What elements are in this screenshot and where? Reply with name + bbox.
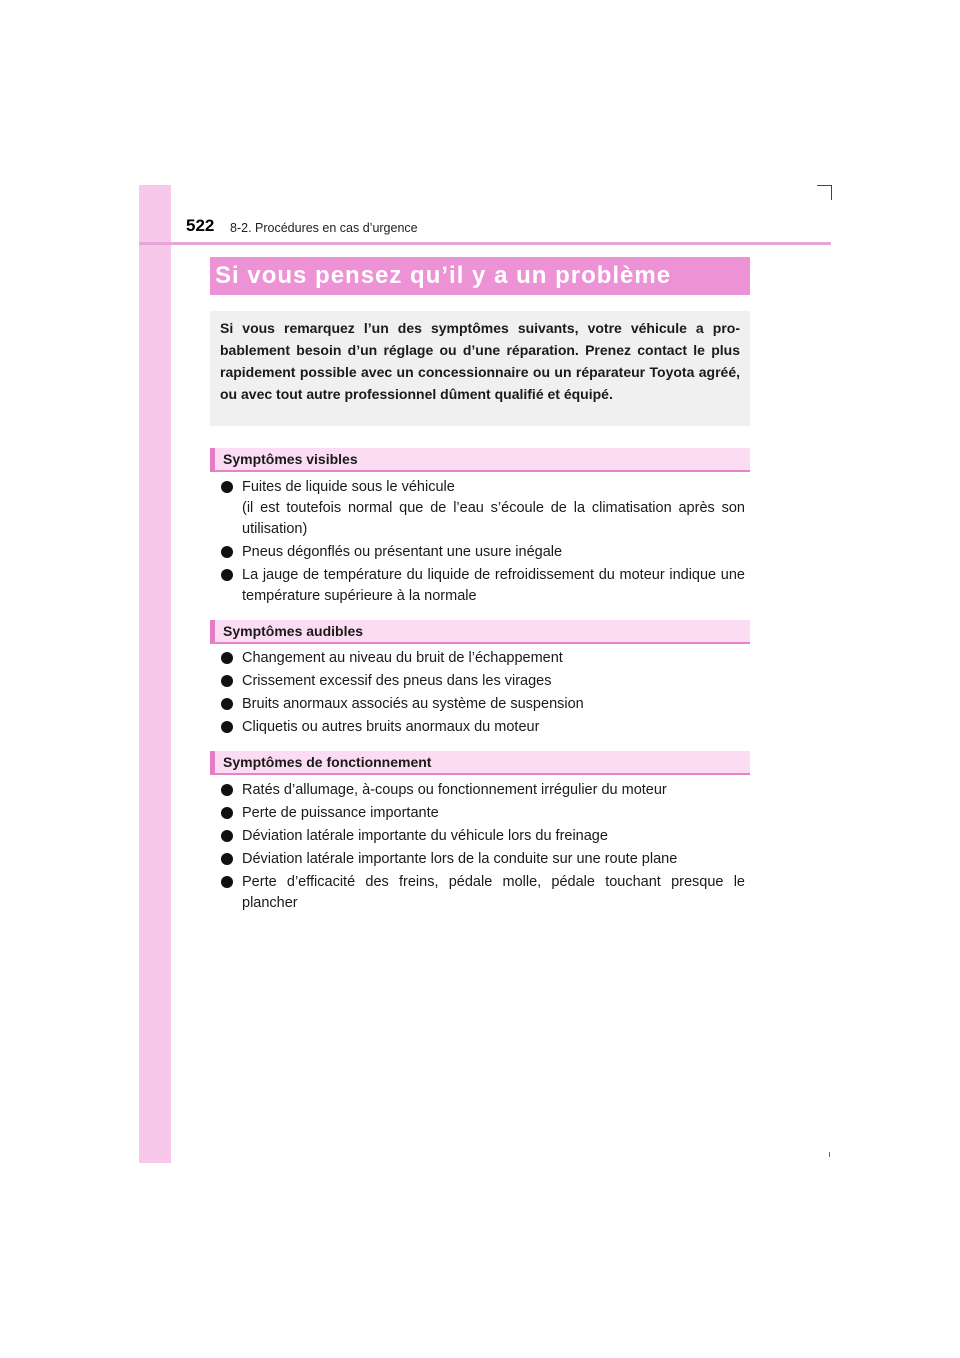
crop-tick	[829, 1152, 830, 1157]
section-heading-label: Symptômes audibles	[223, 623, 364, 639]
list-item	[221, 803, 745, 824]
bullet-icon	[221, 652, 233, 664]
symptom-list-fonctionnement	[221, 780, 745, 916]
list-item-text: Déviation latérale importante lors de la conduite sur une route plane	[242, 851, 678, 867]
page-number: 522	[186, 216, 215, 235]
list-item	[221, 694, 745, 715]
bullet-icon	[221, 721, 233, 733]
symptom-list-visibles	[221, 477, 745, 609]
bullet-icon	[221, 876, 233, 888]
symptom-list-audibles	[221, 648, 745, 740]
list-item	[221, 826, 745, 847]
list-item-note: (il est toutefois normal que de l’eau s’écoule de la climatisation après son utilisation)	[242, 500, 745, 537]
bullet-icon	[221, 807, 233, 819]
list-item	[221, 648, 745, 669]
list-item	[221, 477, 745, 540]
list-item-text: Perte d’efficacité des freins, pédale molle, pédale touchant presque le plancher	[242, 874, 745, 911]
intro-box	[210, 311, 750, 426]
bullet-icon	[221, 546, 233, 558]
list-item-text: Cliquetis ou autres bruits anormaux du moteur	[242, 719, 540, 735]
section-heading-label: Symptômes visibles	[223, 451, 358, 467]
list-item-text: Changement au niveau du bruit de l’échappement	[242, 650, 563, 666]
list-item	[221, 565, 745, 607]
list-item-text: Ratés d’allumage, à-coups ou fonctionnement irrégulier du moteur	[242, 782, 667, 798]
list-item	[221, 542, 745, 563]
list-item-text: Perte de puissance importante	[242, 805, 439, 821]
list-item	[221, 849, 745, 870]
section-heading-label: Symptômes de fonctionnement	[223, 754, 432, 770]
side-tab-band	[139, 185, 171, 1163]
bullet-icon	[221, 830, 233, 842]
section-heading-audibles	[210, 620, 750, 644]
bullet-icon	[221, 569, 233, 581]
list-item	[221, 872, 745, 914]
page-title: Si vous pensez qu’il y a un problème	[215, 262, 672, 289]
list-item-text: La jauge de température du liquide de refroidissement du moteur indique une température supérieure à la normale	[242, 567, 745, 604]
bullet-icon	[221, 675, 233, 687]
list-item	[221, 671, 745, 692]
crop-mark	[817, 185, 832, 200]
list-item	[221, 717, 745, 738]
list-item-text: Pneus dégonflés ou présentant une usure inégale	[242, 544, 563, 560]
bullet-icon	[221, 481, 233, 493]
header-rule	[139, 242, 831, 245]
list-item	[221, 780, 745, 801]
intro-text: Si vous remarquez l’un des symptômes suivants, votre véhicule a probablement besoin d’un réglage ou d’une réparation. Prenez contact le plus rapidement possible avec un concessionnaire ou un réparateur Toyota agréé, ou avec tout autre professionnel dûment qualifié et équipé.	[220, 320, 740, 402]
section-heading-fonctionnement	[210, 751, 750, 775]
list-item-text: Déviation latérale importante du véhicule lors du freinage	[242, 828, 608, 844]
bullet-icon	[221, 784, 233, 796]
list-item-text: Crissement excessif des pneus dans les virages	[242, 673, 552, 689]
bullet-icon	[221, 698, 233, 710]
section-heading-visibles	[210, 448, 750, 472]
list-item-text: Fuites de liquide sous le véhicule	[242, 479, 455, 495]
breadcrumb: 8-2. Procédures en cas d’urgence	[230, 221, 418, 235]
bullet-icon	[221, 853, 233, 865]
list-item-text: Bruits anormaux associés au système de suspension	[242, 696, 584, 712]
